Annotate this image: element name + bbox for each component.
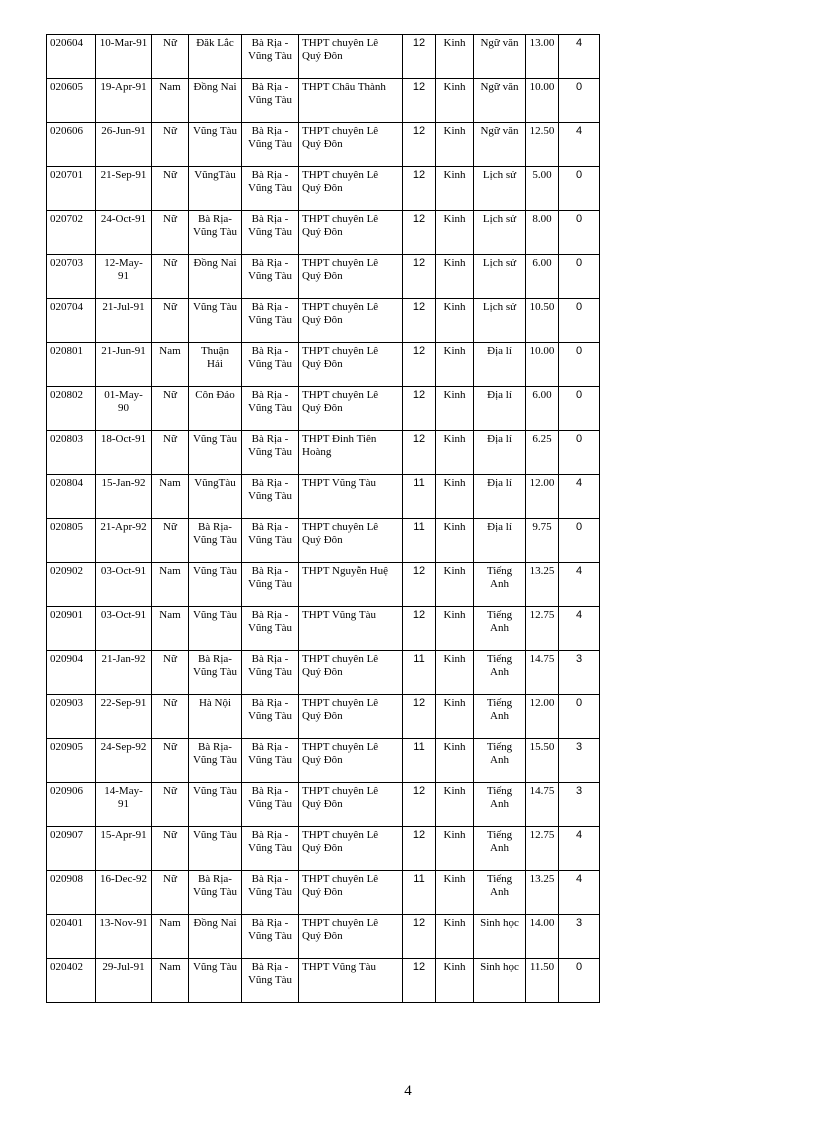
cell-subject: Địa lí — [474, 475, 526, 519]
cell-student-id: 020702 — [47, 211, 96, 255]
cell-grade: 12 — [403, 299, 436, 343]
cell-score: 10.50 — [526, 299, 559, 343]
cell-birth-date: 15-Jan-92 — [96, 475, 152, 519]
cell-school: THPT chuyên Lê Quý Đôn — [299, 827, 403, 871]
cell-student-id: 020901 — [47, 607, 96, 651]
cell-student-id: 020908 — [47, 871, 96, 915]
cell-award: 4 — [559, 35, 600, 79]
cell-school: THPT chuyên Lê Quý Đôn — [299, 651, 403, 695]
cell-award: 3 — [559, 783, 600, 827]
page-number: 4 — [404, 1083, 412, 1099]
cell-birth-date: 21-Sep-91 — [96, 167, 152, 211]
cell-gender: Nữ — [152, 651, 189, 695]
cell-student-id: 020905 — [47, 739, 96, 783]
cell-birth-date: 03-Oct-91 — [96, 563, 152, 607]
cell-province: Bà Rịa - Vũng Tàu — [242, 783, 299, 827]
cell-grade: 11 — [403, 651, 436, 695]
cell-province: Bà Rịa - Vũng Tàu — [242, 79, 299, 123]
cell-province: Bà Rịa - Vũng Tàu — [242, 519, 299, 563]
cell-ethnicity: Kinh — [436, 695, 474, 739]
cell-student-id: 020701 — [47, 167, 96, 211]
cell-subject: Sinh học — [474, 959, 526, 1003]
cell-province: Bà Rịa - Vũng Tàu — [242, 607, 299, 651]
cell-birth-date: 18-Oct-91 — [96, 431, 152, 475]
table-row — [47, 871, 600, 915]
cell-score: 11.50 — [526, 959, 559, 1003]
cell-score: 6.00 — [526, 387, 559, 431]
cell-province: Bà Rịa - Vũng Tàu — [242, 431, 299, 475]
table-row — [47, 167, 600, 211]
cell-ethnicity: Kinh — [436, 79, 474, 123]
cell-province: Bà Rịa - Vũng Tàu — [242, 387, 299, 431]
cell-subject: Địa lí — [474, 343, 526, 387]
cell-ethnicity: Kinh — [436, 871, 474, 915]
cell-award: 3 — [559, 739, 600, 783]
cell-ethnicity: Kinh — [436, 959, 474, 1003]
cell-province: Bà Rịa - Vũng Tàu — [242, 651, 299, 695]
cell-ethnicity: Kinh — [436, 255, 474, 299]
cell-ethnicity: Kinh — [436, 167, 474, 211]
cell-province: Bà Rịa - Vũng Tàu — [242, 475, 299, 519]
cell-province: Bà Rịa - Vũng Tàu — [242, 35, 299, 79]
table-row — [47, 123, 600, 167]
cell-gender: Nữ — [152, 783, 189, 827]
cell-ethnicity: Kinh — [436, 915, 474, 959]
cell-ethnicity: Kinh — [436, 739, 474, 783]
table-row — [47, 695, 600, 739]
cell-birth-date: 29-Jul-91 — [96, 959, 152, 1003]
cell-award: 3 — [559, 651, 600, 695]
cell-school: THPT chuyên Lê Quý Đôn — [299, 915, 403, 959]
cell-province: Bà Rịa - Vũng Tàu — [242, 915, 299, 959]
cell-student-id: 020605 — [47, 79, 96, 123]
cell-school: THPT chuyên Lê Quý Đôn — [299, 695, 403, 739]
cell-grade: 12 — [403, 959, 436, 1003]
table-row — [47, 475, 600, 519]
cell-award: 0 — [559, 431, 600, 475]
cell-grade: 12 — [403, 915, 436, 959]
cell-school: THPT chuyên Lê Quý Đôn — [299, 167, 403, 211]
table-row — [47, 915, 600, 959]
cell-grade: 12 — [403, 387, 436, 431]
cell-birthplace: Thuận Hải — [189, 343, 242, 387]
cell-province: Bà Rịa - Vũng Tàu — [242, 871, 299, 915]
cell-school: THPT chuyên Lê Quý Đôn — [299, 255, 403, 299]
cell-student-id: 020704 — [47, 299, 96, 343]
cell-province: Bà Rịa - Vũng Tàu — [242, 739, 299, 783]
table-row — [47, 607, 600, 651]
cell-score: 9.75 — [526, 519, 559, 563]
cell-subject: Địa lí — [474, 431, 526, 475]
cell-subject: Tiếng Anh — [474, 871, 526, 915]
cell-birthplace: Bà Rịa-Vũng Tàu — [189, 211, 242, 255]
cell-province: Bà Rịa - Vũng Tàu — [242, 827, 299, 871]
cell-gender: Nữ — [152, 123, 189, 167]
cell-award: 0 — [559, 519, 600, 563]
cell-student-id: 020907 — [47, 827, 96, 871]
student-table — [46, 34, 600, 1003]
cell-gender: Nữ — [152, 211, 189, 255]
cell-birthplace: Vũng Tàu — [189, 123, 242, 167]
cell-score: 15.50 — [526, 739, 559, 783]
cell-province: Bà Rịa - Vũng Tàu — [242, 299, 299, 343]
cell-grade: 11 — [403, 871, 436, 915]
cell-birth-date: 24-Sep-92 — [96, 739, 152, 783]
cell-birthplace: Bà Rịa-Vũng Tàu — [189, 651, 242, 695]
cell-birthplace: Bà Rịa-Vũng Tàu — [189, 871, 242, 915]
cell-subject: Sinh học — [474, 915, 526, 959]
cell-birthplace: VũngTàu — [189, 167, 242, 211]
cell-score: 12.00 — [526, 695, 559, 739]
cell-birthplace: Đăk Lắc — [189, 35, 242, 79]
cell-grade: 12 — [403, 35, 436, 79]
cell-gender: Nữ — [152, 695, 189, 739]
cell-birth-date: 24-Oct-91 — [96, 211, 152, 255]
table-row — [47, 959, 600, 1003]
cell-gender: Nữ — [152, 387, 189, 431]
cell-student-id: 020802 — [47, 387, 96, 431]
cell-subject: Ngữ văn — [474, 35, 526, 79]
table-row — [47, 739, 600, 783]
cell-grade: 12 — [403, 783, 436, 827]
cell-student-id: 020902 — [47, 563, 96, 607]
cell-ethnicity: Kinh — [436, 343, 474, 387]
cell-award: 0 — [559, 211, 600, 255]
cell-school: THPT Vũng Tàu — [299, 475, 403, 519]
cell-award: 4 — [559, 563, 600, 607]
cell-province: Bà Rịa - Vũng Tàu — [242, 211, 299, 255]
cell-birth-date: 19-Apr-91 — [96, 79, 152, 123]
table-row — [47, 651, 600, 695]
table-row — [47, 431, 600, 475]
cell-gender: Nam — [152, 915, 189, 959]
table-row — [47, 211, 600, 255]
cell-score: 8.00 — [526, 211, 559, 255]
cell-grade: 12 — [403, 167, 436, 211]
cell-score: 14.75 — [526, 783, 559, 827]
cell-birth-date: 12-May-91 — [96, 255, 152, 299]
cell-subject: Tiếng Anh — [474, 783, 526, 827]
cell-gender: Nữ — [152, 299, 189, 343]
cell-score: 12.00 — [526, 475, 559, 519]
cell-school: THPT Châu Thành — [299, 79, 403, 123]
cell-gender: Nam — [152, 959, 189, 1003]
cell-birth-date: 21-Jan-92 — [96, 651, 152, 695]
cell-school: THPT Vũng Tàu — [299, 959, 403, 1003]
cell-ethnicity: Kinh — [436, 123, 474, 167]
cell-student-id: 020805 — [47, 519, 96, 563]
cell-subject: Lịch sử — [474, 211, 526, 255]
cell-birth-date: 01-May-90 — [96, 387, 152, 431]
cell-birthplace: Vũng Tàu — [189, 431, 242, 475]
cell-score: 5.00 — [526, 167, 559, 211]
cell-award: 4 — [559, 871, 600, 915]
cell-ethnicity: Kinh — [436, 35, 474, 79]
cell-subject: Tiếng Anh — [474, 695, 526, 739]
cell-province: Bà Rịa - Vũng Tàu — [242, 167, 299, 211]
cell-subject: Tiếng Anh — [474, 607, 526, 651]
cell-grade: 12 — [403, 79, 436, 123]
cell-province: Bà Rịa - Vũng Tàu — [242, 695, 299, 739]
cell-subject: Địa lí — [474, 387, 526, 431]
cell-gender: Nữ — [152, 827, 189, 871]
cell-birth-date: 16-Dec-92 — [96, 871, 152, 915]
cell-school: THPT Nguyễn Huệ — [299, 563, 403, 607]
cell-gender: Nam — [152, 79, 189, 123]
cell-subject: Tiếng Anh — [474, 827, 526, 871]
table-row — [47, 783, 600, 827]
cell-birthplace: VũngTàu — [189, 475, 242, 519]
cell-grade: 12 — [403, 695, 436, 739]
cell-student-id: 020804 — [47, 475, 96, 519]
cell-subject: Lịch sử — [474, 255, 526, 299]
cell-award: 4 — [559, 827, 600, 871]
cell-ethnicity: Kinh — [436, 827, 474, 871]
cell-award: 4 — [559, 475, 600, 519]
cell-award: 0 — [559, 299, 600, 343]
cell-score: 13.25 — [526, 563, 559, 607]
cell-birth-date: 21-Jul-91 — [96, 299, 152, 343]
cell-province: Bà Rịa - Vũng Tàu — [242, 959, 299, 1003]
table-row — [47, 255, 600, 299]
cell-score: 12.75 — [526, 827, 559, 871]
cell-grade: 12 — [403, 255, 436, 299]
table-row — [47, 79, 600, 123]
cell-ethnicity: Kinh — [436, 519, 474, 563]
cell-score: 14.00 — [526, 915, 559, 959]
cell-ethnicity: Kinh — [436, 607, 474, 651]
cell-subject: Ngữ văn — [474, 123, 526, 167]
cell-subject: Tiếng Anh — [474, 563, 526, 607]
cell-subject: Lịch sử — [474, 167, 526, 211]
cell-student-id: 020903 — [47, 695, 96, 739]
cell-school: THPT chuyên Lê Quý Đôn — [299, 739, 403, 783]
cell-score: 6.25 — [526, 431, 559, 475]
cell-subject: Tiếng Anh — [474, 739, 526, 783]
cell-student-id: 020906 — [47, 783, 96, 827]
cell-ethnicity: Kinh — [436, 387, 474, 431]
cell-grade: 12 — [403, 563, 436, 607]
cell-birthplace: Đồng Nai — [189, 915, 242, 959]
cell-score: 12.50 — [526, 123, 559, 167]
cell-birthplace: Vũng Tàu — [189, 827, 242, 871]
cell-score: 13.25 — [526, 871, 559, 915]
cell-province: Bà Rịa - Vũng Tàu — [242, 343, 299, 387]
cell-school: THPT chuyên Lê Quý Đôn — [299, 871, 403, 915]
cell-gender: Nữ — [152, 167, 189, 211]
cell-student-id: 020606 — [47, 123, 96, 167]
cell-school: THPT Đinh Tiên Hoàng — [299, 431, 403, 475]
cell-gender: Nữ — [152, 255, 189, 299]
cell-award: 0 — [559, 959, 600, 1003]
table-row — [47, 519, 600, 563]
cell-grade: 12 — [403, 607, 436, 651]
table-row — [47, 35, 600, 79]
cell-birth-date: 26-Jun-91 — [96, 123, 152, 167]
cell-province: Bà Rịa - Vũng Tàu — [242, 123, 299, 167]
cell-gender: Nam — [152, 475, 189, 519]
cell-subject: Ngữ văn — [474, 79, 526, 123]
cell-birthplace: Vũng Tàu — [189, 783, 242, 827]
cell-score: 12.75 — [526, 607, 559, 651]
cell-ethnicity: Kinh — [436, 431, 474, 475]
cell-score: 13.00 — [526, 35, 559, 79]
cell-birth-date: 22-Sep-91 — [96, 695, 152, 739]
cell-student-id: 020402 — [47, 959, 96, 1003]
cell-award: 0 — [559, 167, 600, 211]
cell-province: Bà Rịa - Vũng Tàu — [242, 255, 299, 299]
table-row — [47, 387, 600, 431]
cell-school: THPT chuyên Lê Quý Đôn — [299, 299, 403, 343]
cell-birth-date: 03-Oct-91 — [96, 607, 152, 651]
cell-subject: Địa lí — [474, 519, 526, 563]
cell-ethnicity: Kinh — [436, 563, 474, 607]
cell-subject: Tiếng Anh — [474, 651, 526, 695]
cell-school: THPT chuyên Lê Quý Đôn — [299, 211, 403, 255]
cell-grade: 12 — [403, 123, 436, 167]
cell-gender: Nữ — [152, 431, 189, 475]
cell-award: 0 — [559, 695, 600, 739]
cell-student-id: 020703 — [47, 255, 96, 299]
cell-birthplace: Hà Nội — [189, 695, 242, 739]
cell-ethnicity: Kinh — [436, 651, 474, 695]
cell-birth-date: 14-May-91 — [96, 783, 152, 827]
cell-gender: Nữ — [152, 35, 189, 79]
cell-school: THPT chuyên Lê Quý Đôn — [299, 35, 403, 79]
cell-gender: Nữ — [152, 871, 189, 915]
cell-award: 4 — [559, 123, 600, 167]
cell-score: 10.00 — [526, 79, 559, 123]
cell-birthplace: Bà Rịa-Vũng Tàu — [189, 519, 242, 563]
cell-birthplace: Đồng Nai — [189, 79, 242, 123]
cell-award: 0 — [559, 255, 600, 299]
cell-grade: 11 — [403, 739, 436, 783]
cell-award: 4 — [559, 607, 600, 651]
cell-birth-date: 13-Nov-91 — [96, 915, 152, 959]
cell-award: 0 — [559, 387, 600, 431]
cell-birthplace: Vũng Tàu — [189, 299, 242, 343]
cell-school: THPT chuyên Lê Quý Đôn — [299, 519, 403, 563]
cell-ethnicity: Kinh — [436, 783, 474, 827]
cell-school: THPT chuyên Lê Quý Đôn — [299, 387, 403, 431]
cell-birthplace: Côn Đảo — [189, 387, 242, 431]
cell-student-id: 020604 — [47, 35, 96, 79]
cell-ethnicity: Kinh — [436, 299, 474, 343]
cell-award: 3 — [559, 915, 600, 959]
cell-grade: 12 — [403, 211, 436, 255]
cell-gender: Nam — [152, 343, 189, 387]
cell-grade: 12 — [403, 343, 436, 387]
table-row — [47, 827, 600, 871]
cell-birth-date: 15-Apr-91 — [96, 827, 152, 871]
cell-score: 14.75 — [526, 651, 559, 695]
cell-gender: Nữ — [152, 739, 189, 783]
table-row — [47, 563, 600, 607]
cell-grade: 11 — [403, 475, 436, 519]
cell-birthplace: Vũng Tàu — [189, 563, 242, 607]
cell-grade: 11 — [403, 519, 436, 563]
cell-student-id: 020801 — [47, 343, 96, 387]
cell-score: 10.00 — [526, 343, 559, 387]
cell-birth-date: 21-Jun-91 — [96, 343, 152, 387]
cell-school: THPT Vũng Tàu — [299, 607, 403, 651]
table-row — [47, 343, 600, 387]
cell-student-id: 020803 — [47, 431, 96, 475]
cell-score: 6.00 — [526, 255, 559, 299]
cell-gender: Nam — [152, 563, 189, 607]
cell-ethnicity: Kinh — [436, 211, 474, 255]
cell-gender: Nữ — [152, 519, 189, 563]
cell-birthplace: Vũng Tàu — [189, 959, 242, 1003]
cell-award: 0 — [559, 343, 600, 387]
cell-birthplace: Đồng Nai — [189, 255, 242, 299]
cell-birthplace: Vũng Tàu — [189, 607, 242, 651]
cell-province: Bà Rịa - Vũng Tàu — [242, 563, 299, 607]
cell-student-id: 020904 — [47, 651, 96, 695]
cell-school: THPT chuyên Lê Quý Đôn — [299, 343, 403, 387]
cell-school: THPT chuyên Lê Quý Đôn — [299, 783, 403, 827]
cell-subject: Lịch sử — [474, 299, 526, 343]
cell-birth-date: 21-Apr-92 — [96, 519, 152, 563]
cell-birth-date: 10-Mar-91 — [96, 35, 152, 79]
cell-award: 0 — [559, 79, 600, 123]
cell-ethnicity: Kinh — [436, 475, 474, 519]
table-body — [47, 35, 600, 1003]
cell-grade: 12 — [403, 431, 436, 475]
cell-student-id: 020401 — [47, 915, 96, 959]
cell-gender: Nam — [152, 607, 189, 651]
table-row — [47, 299, 600, 343]
cell-birthplace: Bà Rịa-Vũng Tàu — [189, 739, 242, 783]
cell-school: THPT chuyên Lê Quý Đôn — [299, 123, 403, 167]
cell-grade: 12 — [403, 827, 436, 871]
